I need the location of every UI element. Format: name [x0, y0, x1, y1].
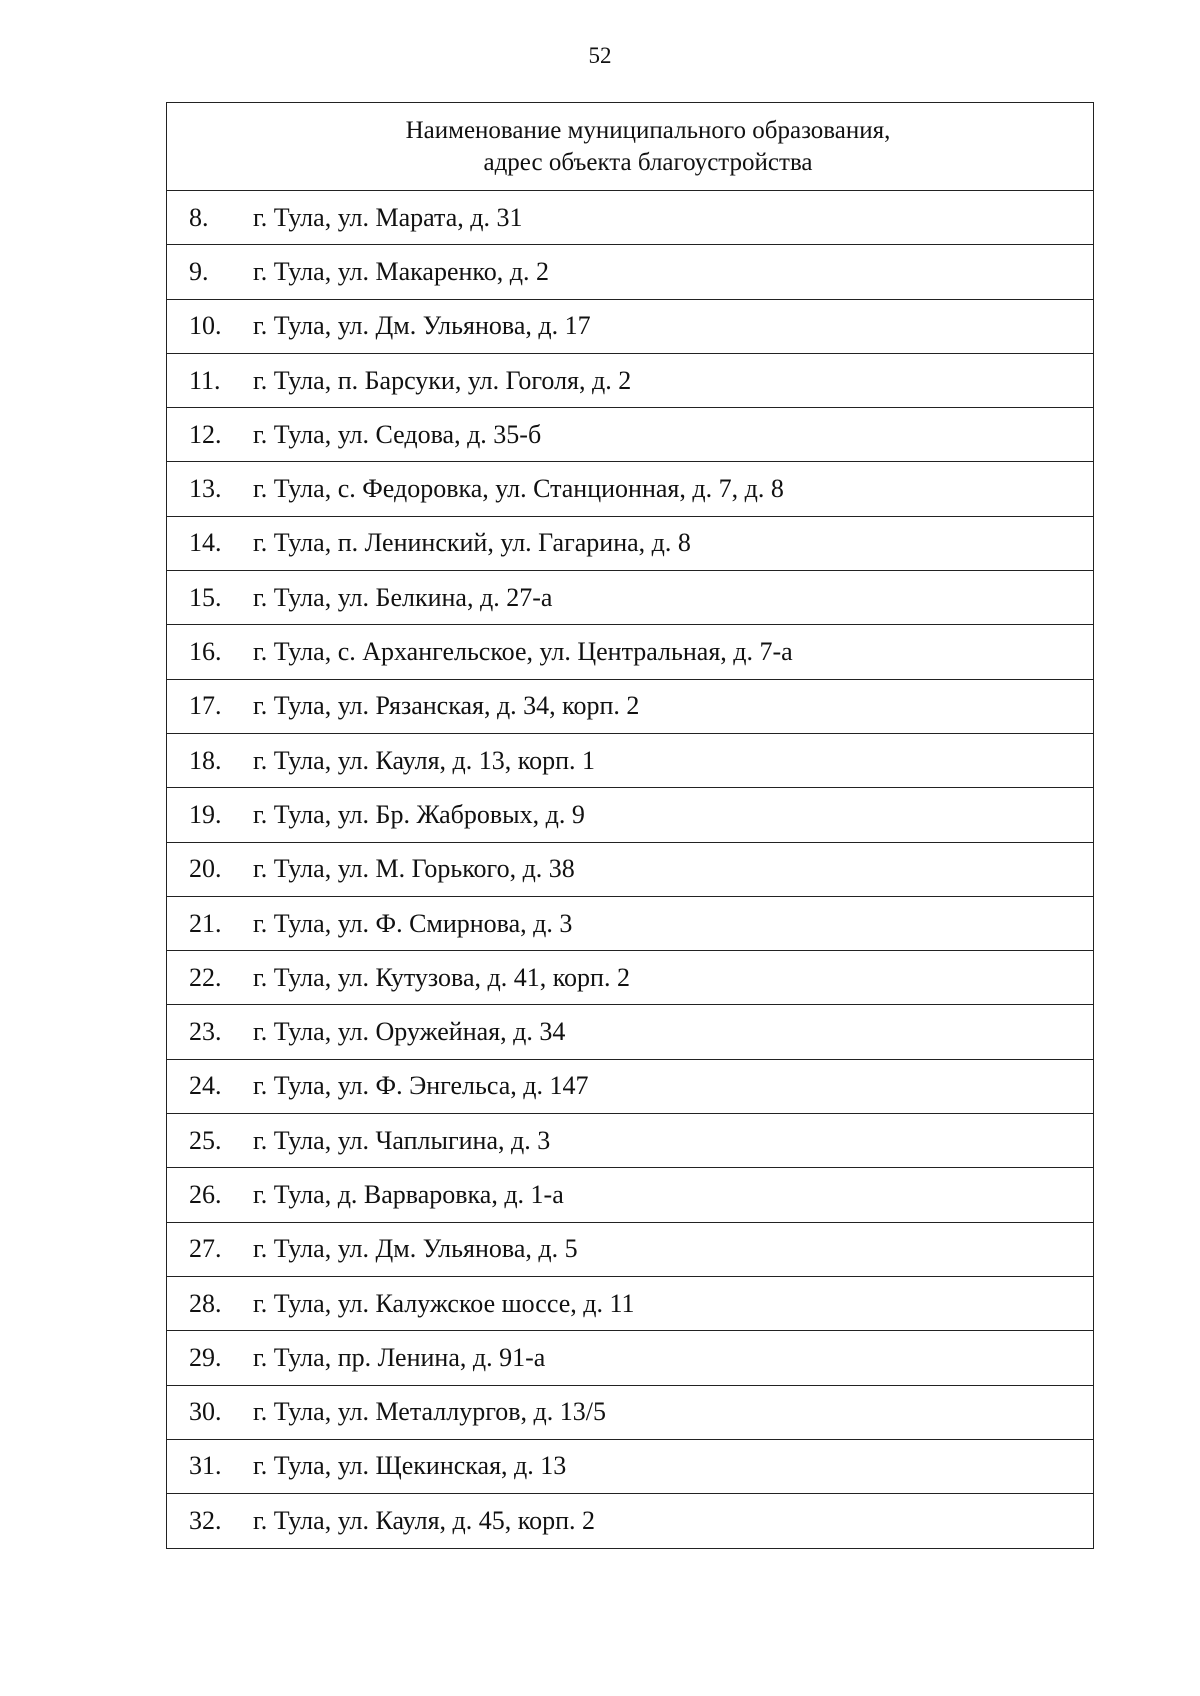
row-number: 12.	[189, 419, 222, 449]
row-number: 8.	[189, 202, 209, 232]
table-row	[167, 734, 1093, 788]
table-row	[167, 462, 1093, 516]
row-address: г. Тула, с. Архангельское, ул. Центральная, д. 7-а	[253, 637, 793, 667]
table-row	[167, 571, 1093, 625]
row-address: г. Тула, ул. Ф. Энгельса, д. 147	[253, 1071, 589, 1101]
table-row	[167, 680, 1093, 734]
table-row	[167, 1440, 1093, 1494]
row-address: г. Тула, ул. Дм. Ульянова, д. 5	[253, 1234, 578, 1264]
table-row	[167, 1114, 1093, 1168]
table-body	[167, 191, 1093, 1548]
table-row	[167, 1060, 1093, 1114]
row-address: г. Тула, ул. Металлургов, д. 13/5	[253, 1397, 606, 1427]
header-line-1: Наименование муниципального образования,	[405, 116, 891, 144]
row-number: 32.	[189, 1506, 222, 1536]
row-number: 25.	[189, 1125, 222, 1155]
row-address: г. Тула, ул. Кутузова, д. 41, корп. 2	[253, 962, 630, 992]
address-table	[166, 102, 1094, 1549]
row-address: г. Тула, п. Барсуки, ул. Гоголя, д. 2	[253, 365, 632, 395]
row-address: г. Тула, ул. Кауля, д. 13, корп. 1	[253, 745, 595, 775]
row-number: 13.	[189, 474, 222, 504]
row-address: г. Тула, ул. Белкина, д. 27-а	[253, 582, 553, 612]
row-address: г. Тула, д. Варваровка, д. 1-а	[253, 1179, 564, 1209]
row-number: 16.	[189, 637, 222, 667]
row-number: 28.	[189, 1288, 222, 1318]
row-number: 21.	[189, 908, 222, 938]
row-address: г. Тула, ул. Кауля, д. 45, корп. 2	[253, 1506, 595, 1536]
table-row	[167, 788, 1093, 842]
table-header	[167, 103, 1093, 191]
row-number: 29.	[189, 1342, 222, 1372]
row-address: г. Тула, ул. Щекинская, д. 13	[253, 1451, 567, 1481]
row-number: 30.	[189, 1397, 222, 1427]
row-number: 11.	[189, 365, 221, 395]
row-number: 27.	[189, 1234, 222, 1264]
row-number: 26.	[189, 1179, 222, 1209]
row-number: 15.	[189, 582, 222, 612]
table-row	[167, 191, 1093, 245]
table-row	[167, 517, 1093, 571]
table-row	[167, 1331, 1093, 1385]
row-address: г. Тула, ул. Дм. Ульянова, д. 17	[253, 311, 591, 341]
row-number: 18.	[189, 745, 222, 775]
table-row	[167, 245, 1093, 299]
page-number: 52	[588, 43, 612, 68]
row-address: г. Тула, ул. Макаренко, д. 2	[253, 256, 549, 286]
row-number: 17.	[189, 691, 222, 721]
row-address: г. Тула, ул. М. Горького, д. 38	[253, 854, 575, 884]
table-row	[167, 951, 1093, 1005]
row-address: г. Тула, ул. Калужское шоссе, д. 11	[253, 1288, 635, 1318]
row-number: 19.	[189, 799, 222, 829]
row-number: 22.	[189, 962, 222, 992]
row-number: 31.	[189, 1451, 222, 1481]
row-address: г. Тула, с. Федоровка, ул. Станционная, д. 7, д. 8	[253, 474, 784, 504]
table-row	[167, 1005, 1093, 1059]
row-address: г. Тула, ул. Ф. Смирнова, д. 3	[253, 908, 573, 938]
row-number: 23.	[189, 1017, 222, 1047]
row-address: г. Тула, ул. Седова, д. 35-б	[253, 419, 542, 449]
row-address: г. Тула, п. Ленинский, ул. Гагарина, д. 8	[253, 528, 691, 558]
row-number: 10.	[189, 311, 222, 341]
row-address: г. Тула, ул. Бр. Жабровых, д. 9	[253, 799, 585, 829]
table-row	[167, 1223, 1093, 1277]
row-number: 24.	[189, 1071, 222, 1101]
row-number: 9.	[189, 256, 209, 286]
table-row	[167, 843, 1093, 897]
table-row	[167, 1168, 1093, 1222]
row-number: 20.	[189, 854, 222, 884]
table-row	[167, 1494, 1093, 1548]
table-row	[167, 408, 1093, 462]
table-row	[167, 354, 1093, 408]
row-address: г. Тула, ул. Оружейная, д. 34	[253, 1017, 566, 1047]
table-row	[167, 300, 1093, 354]
row-address: г. Тула, ул. Чаплыгина, д. 3	[253, 1125, 551, 1155]
table-row	[167, 625, 1093, 679]
table-row	[167, 1277, 1093, 1331]
row-address: г. Тула, пр. Ленина, д. 91-а	[253, 1342, 546, 1372]
row-address: г. Тула, ул. Марата, д. 31	[253, 202, 523, 232]
header-line-2: адрес объекта благоустройства	[483, 148, 813, 176]
table-row	[167, 897, 1093, 951]
row-number: 14.	[189, 528, 222, 558]
row-address: г. Тула, ул. Рязанская, д. 34, корп. 2	[253, 691, 640, 721]
table-row	[167, 1386, 1093, 1440]
